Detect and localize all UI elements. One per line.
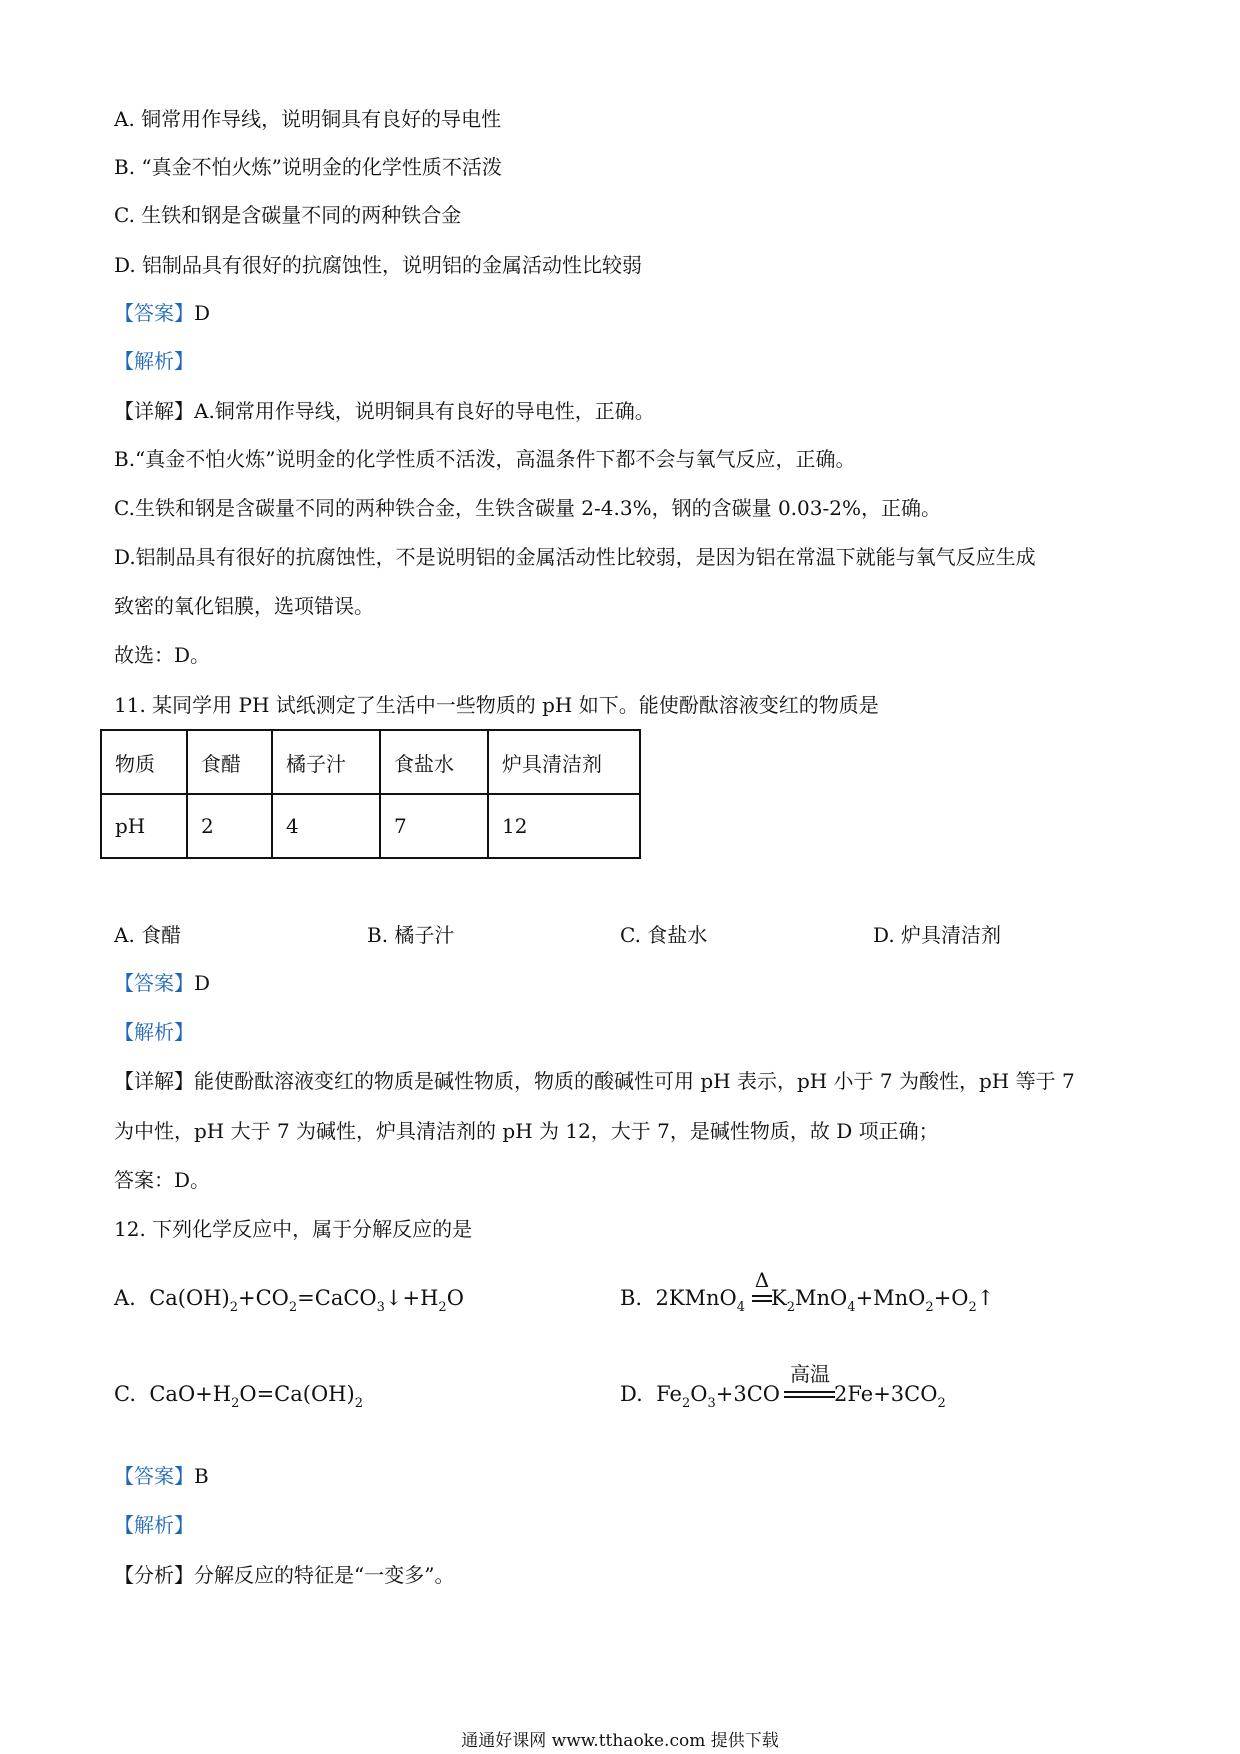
q10-answer — [114, 298, 210, 328]
detail-tag: 【详解】 — [114, 399, 194, 423]
option-a: A. 铜常用作导线，说明铜具有良好的导电性 — [114, 107, 502, 131]
page-footer: 通通好课网 www.tthaoke.com 提供下载 — [461, 1731, 779, 1751]
detail-tag: 【详解】 — [114, 1069, 194, 1093]
high-temp-condition: 高温 — [790, 1362, 830, 1386]
option-label: A. — [114, 1286, 136, 1310]
ph-table — [100, 729, 641, 859]
option-b: B. “真金不怕火炼”说明金的化学性质不活泼 — [114, 155, 502, 179]
answer-value: B — [194, 1464, 209, 1488]
table-cell: pH — [101, 794, 187, 858]
q12-stem: 12. 下列化学反应中，属于分解反应的是 — [114, 1217, 473, 1241]
q11-analysis — [114, 1017, 194, 1047]
option-label: C. — [114, 1382, 136, 1406]
q10-conclusion: 故选：D。 — [114, 643, 211, 667]
analysis-tag: 【解析】 — [114, 349, 194, 373]
q10-detail-line4: D.铝制品具有很好的抗腐蚀性，不是说明铝的金属活动性比较弱，是因为铝在常温下就能与氧气反应生成 — [114, 545, 1036, 569]
table-cell: 12 — [488, 794, 640, 858]
table-cell: 食醋 — [187, 730, 272, 794]
table-cell: 橘子汁 — [272, 730, 380, 794]
q11-conclusion: 答案：D。 — [114, 1168, 211, 1192]
q11-option-d: D. 炉具清洁剂 — [873, 923, 1002, 947]
option-d: D. 铝制品具有很好的抗腐蚀性，说明铝的金属活动性比较弱 — [114, 253, 643, 277]
option-label: B. — [620, 1286, 643, 1310]
q10-detail-line2: B.“真金不怕火炼”说明金的化学性质不活泼，高温条件下都不会与氧气反应，正确。 — [114, 447, 856, 471]
q11-detail-line2: 为中性，pH 大于 7 为碱性，炉具清洁剂的 pH 为 12，大于 7，是碱性物质，故 D 项正确； — [114, 1119, 939, 1143]
q12-analysis — [114, 1510, 194, 1540]
answer-tag: 【答案】 — [114, 301, 194, 325]
table-cell: 4 — [272, 794, 380, 858]
q12-fenxi — [114, 1560, 454, 1590]
answer-tag: 【答案】 — [114, 971, 194, 995]
table-cell: 食盐水 — [380, 730, 488, 794]
heat-condition: Δ — [754, 1268, 770, 1292]
q12-option-d: D. $Fe_2O_3+3CO$ $2Fe+3CO_2$ — [620, 1382, 946, 1411]
answer-value: D — [194, 301, 211, 325]
q11-stem: 11. 某同学用 PH 试纸测定了生活中一些物质的 pH 如下。能使酚酞溶液变红的物质是 — [114, 693, 879, 717]
q10-detail-line5: 致密的氧化铝膜，选项错误。 — [114, 594, 374, 618]
q12-answer — [114, 1461, 209, 1491]
q12-option-c: C. $CaO+H_2O=Ca(OH)_2$ — [114, 1382, 363, 1411]
equals-sign — [752, 1295, 772, 1302]
table-cell: 炉具清洁剂 — [488, 730, 640, 794]
table-cell: 2 — [187, 794, 272, 858]
option-label: D. — [620, 1382, 643, 1406]
detail-text: A.铜常用作导线，说明铜具有良好的导电性，正确。 — [194, 399, 655, 423]
option-c: C. 生铁和钢是含碳量不同的两种铁合金 — [114, 203, 462, 227]
q11-option-c: C. 食盐水 — [620, 923, 708, 947]
q11-detail-line1 — [114, 1066, 1075, 1096]
table-cell: 物质 — [101, 730, 187, 794]
answer-value: D — [194, 971, 211, 995]
q12-option-b: B. 2KMnO$_4$ $K_2MnO_4+MnO_2+O_2↑$ — [620, 1286, 995, 1315]
analysis-tag: 【解析】 — [114, 1513, 194, 1537]
detail-text: 能使酚酞溶液变红的物质是碱性物质，物质的酸碱性可用 pH 表示，pH 小于 7 为酸性，pH 等于 7 — [194, 1069, 1075, 1093]
table-header-row — [101, 730, 640, 794]
q12-option-a: A. $Ca(OH)_2+CO_2=CaCO_3↓+H_2O$ — [114, 1286, 464, 1315]
q10-detail-line1 — [114, 396, 655, 426]
q11-option-a: A. 食醋 — [114, 923, 182, 947]
q10-detail-line3: C.生铁和钢是含碳量不同的两种铁合金，生铁含碳量 2-4.3%，钢的含碳量 0.03-2%，正确。 — [114, 496, 941, 520]
table-row — [101, 794, 640, 858]
fenxi-text: 分解反应的特征是“一变多”。 — [194, 1563, 455, 1587]
q11-option-b: B. 橘子汁 — [367, 923, 455, 947]
analysis-tag: 【解析】 — [114, 1020, 194, 1044]
q10-analysis — [114, 346, 194, 376]
q11-answer — [114, 968, 210, 998]
equals-sign — [784, 1391, 835, 1398]
fenxi-tag: 【分析】 — [114, 1563, 194, 1587]
table-cell: 7 — [380, 794, 488, 858]
answer-tag: 【答案】 — [114, 1464, 194, 1488]
